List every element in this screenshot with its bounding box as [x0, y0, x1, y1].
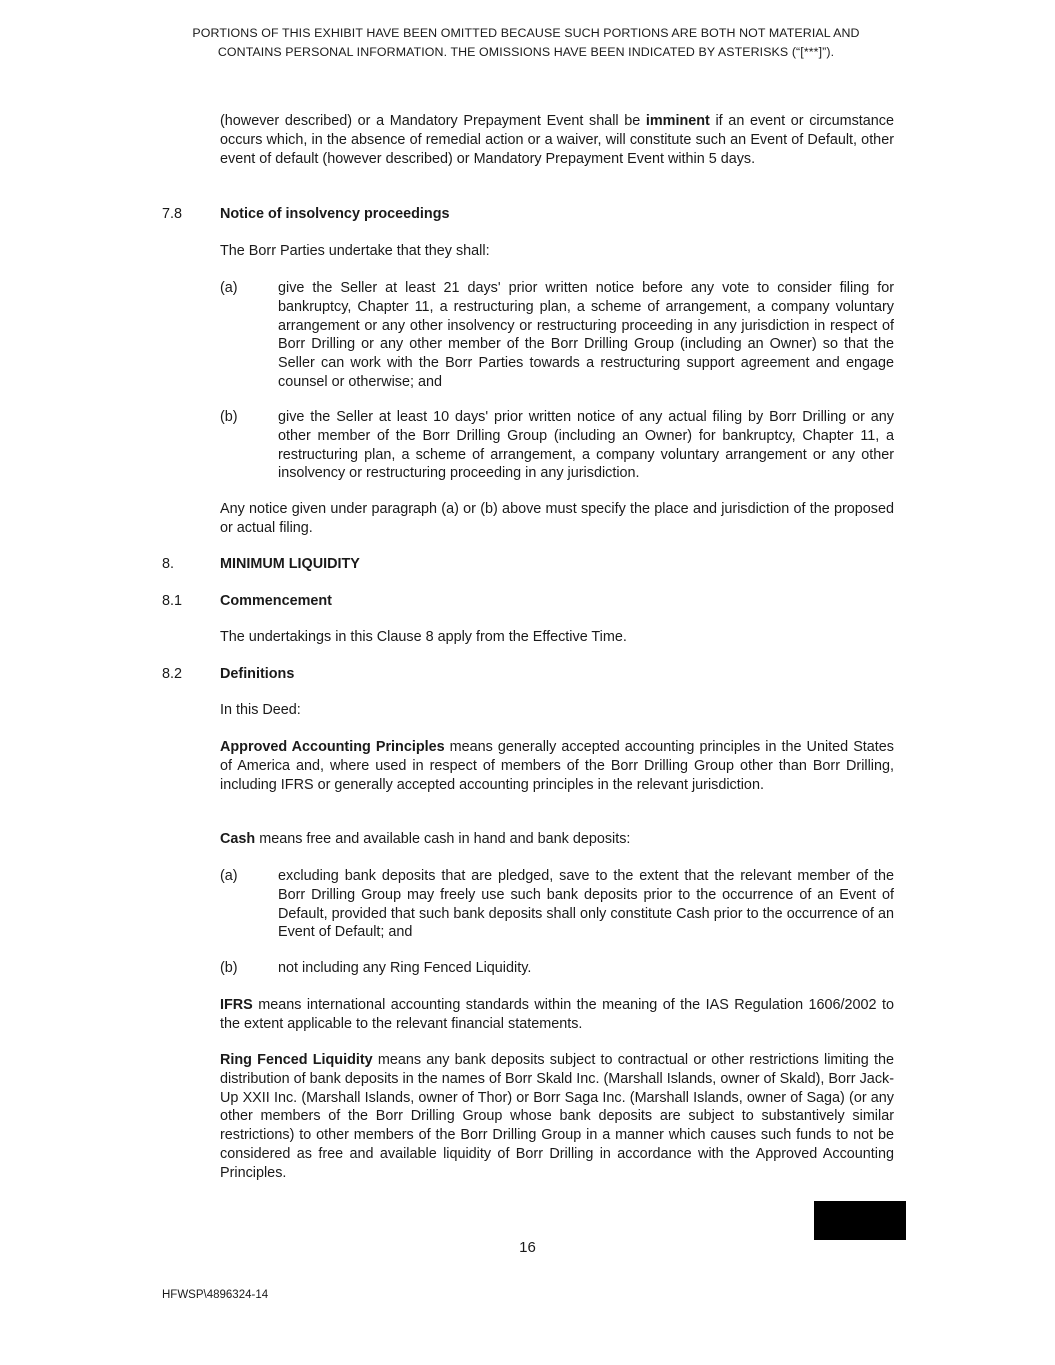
- definition-ifrs: [220, 996, 894, 1034]
- clause-7-8-a-text: give the Seller at least 21 days' prior written notice before any vote to consider filing for bankruptcy, Chapter 11, a restructuring plan, a scheme of arrangement, a company voluntary arrangement or any other insolvency or restructuring proceeding in any jurisdiction in respect of Borr Drilling or any other member of the Borr Drilling Group (including an Owner) so that the Seller can work with the Borr Parties towards a restructuring support agreement and engage counsel or otherwise; and: [278, 280, 894, 390]
- intro-term-imminent: imminent: [645, 113, 710, 129]
- cash-b-label: (b): [220, 960, 238, 976]
- clause-8-title: MINIMUM LIQUIDITY: [220, 556, 360, 572]
- header-line-2: CONTAINS PERSONAL INFORMATION. THE OMISSIONS HAVE BEEN INDICATED BY ASTERISKS (“[***]”).: [217, 45, 835, 59]
- clause-7-8-a-label: (a): [220, 280, 238, 296]
- definition-rfl-text: means any bank deposits subject to contractual or other restrictions limiting the distribution of bank deposits in the names of Borr Skald Inc. (Marshall Islands, owner of Skald), Borr Jack-Up XXII Inc. (Marshall Islands, owner of Thor) or Borr Saga Inc. (Marshall Islands, owner of Saga) (or any other members of the Borr Drilling Group whose bank deposits are subject to substantively similar restrictions) to other members of the Borr Drilling Group in a manner which causes such funds to not be considered as free and available liquidity of Borr Drilling in accordance with the Approved Accounting Principles.: [220, 1052, 894, 1181]
- page-number: 16: [519, 1239, 536, 1256]
- definition-ifrs-text: means international accounting standards within the meaning of the IAS Regulation 1606/2002 to the extent applicable to the relevant financial statements.: [220, 997, 894, 1032]
- cash-a-text: excluding bank deposits that are pledged, save to the extent that the relevant member of the Borr Drilling Group may freely use such bank deposits prior to the occurrence of an Event of Default, provided that such bank deposits shall only constitute Cash prior to the occurrence of an Event of Default; and: [278, 868, 894, 941]
- term-ring-fenced-liquidity: Ring Fenced Liquidity: [220, 1052, 373, 1068]
- definition-aap-text: means generally accepted accounting principles in the United States of America and, where used in respect of members of the Borr Drilling Group other than Borr Drilling, including IFRS or generally accepted accounting principles in the relevant jurisdiction.: [220, 739, 894, 793]
- intro-paragraph: [220, 112, 894, 168]
- page-header: [120, 24, 932, 62]
- clause-7-8-number: 7.8: [162, 206, 183, 222]
- clause-7-8-lead: The Borr Parties undertake that they shall:: [220, 243, 490, 259]
- term-cash: Cash: [220, 831, 256, 847]
- clause-7-8-closing: Any notice given under paragraph (a) or (b) above must specify the place and jurisdiction of the proposed or actual filing.: [220, 501, 894, 536]
- intro-text-before: (however described) or a Mandatory Prepayment Event shall be: [220, 113, 646, 129]
- clause-7-8-b-text: give the Seller at least 10 days' prior written notice of any actual filing by Borr Drilling or any other member of the Borr Drilling Group (including an Owner) for bankruptcy, Chapter 11, a restructuring plan, a scheme of arrangement, a company voluntary arrangement or any other insolvency or restructuring proceeding in any jurisdiction.: [278, 409, 894, 482]
- clause-7-8-title: Notice of insolvency proceedings: [220, 206, 450, 222]
- clause-8-1-text: The undertakings in this Clause 8 apply from the Effective Time.: [220, 629, 627, 645]
- clause-8-2-number: 8.2: [162, 666, 183, 682]
- term-approved-accounting-principles: Approved Accounting Principles: [220, 739, 445, 755]
- clause-8-2-title: Definitions: [220, 666, 295, 682]
- definition-cash-text: means free and available cash in hand and bank deposits:: [255, 831, 631, 847]
- clause-8-number: 8.: [162, 556, 175, 572]
- clause-8-1-title: Commencement: [220, 593, 332, 609]
- redaction-box: [814, 1201, 906, 1240]
- term-ifrs: IFRS: [220, 997, 253, 1013]
- clause-8-1-number: 8.1: [162, 593, 183, 609]
- definition-approved-accounting-principles: [220, 738, 894, 794]
- definition-cash: [220, 830, 894, 849]
- clause-7-8-b-label: (b): [220, 409, 238, 425]
- cash-a-label: (a): [220, 868, 238, 884]
- document-id: HFWSP\4896324-14: [162, 1289, 269, 1301]
- header-line-1: PORTIONS OF THIS EXHIBIT HAVE BEEN OMITTED BECAUSE SUCH PORTIONS ARE BOTH NOT MATERIAL AND: [192, 26, 860, 40]
- cash-b-text: not including any Ring Fenced Liquidity.: [278, 960, 532, 976]
- intro-text-after: if an event or circumstance occurs which, in the absence of remedial action or a waiver, will constitute such an Event of Default, other event of default (however described) or Mandatory Prepayment Event within 5 days.: [220, 113, 894, 167]
- clause-8-2-lead: In this Deed:: [220, 702, 301, 718]
- definition-ring-fenced-liquidity: [220, 1051, 894, 1183]
